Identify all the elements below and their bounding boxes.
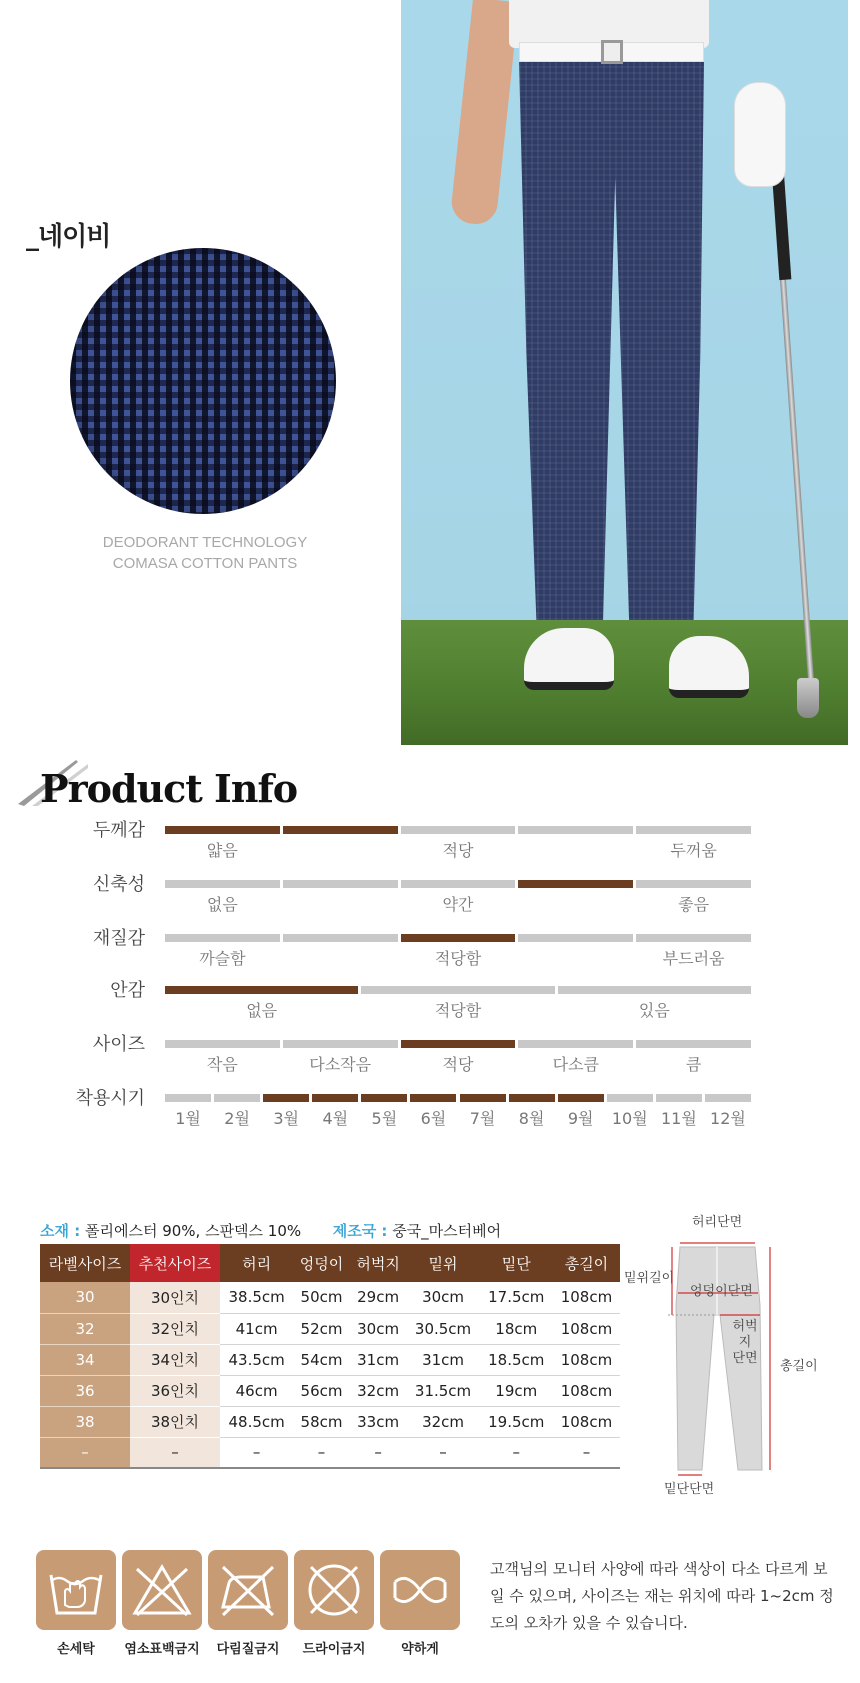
level-bar bbox=[214, 1094, 260, 1102]
level-bar-selected bbox=[165, 986, 358, 994]
table-cell: 56cm bbox=[293, 1375, 350, 1406]
table-row bbox=[40, 1313, 620, 1344]
level-bar-selected bbox=[263, 1094, 309, 1102]
level-option-label: 8월 bbox=[518, 1109, 545, 1128]
table-cell: – bbox=[40, 1437, 130, 1468]
table-cell: 31.5cm bbox=[406, 1375, 479, 1406]
size-table bbox=[40, 1244, 620, 1469]
level-option-label: 없음 bbox=[206, 895, 238, 914]
swatch-caption bbox=[60, 532, 350, 574]
attr-label: 착용시기 bbox=[75, 1088, 145, 1109]
table-cell: 34 bbox=[40, 1344, 130, 1375]
care-label: 염소표백금지 bbox=[124, 1642, 200, 1657]
care-label: 손세탁 bbox=[57, 1642, 95, 1657]
table-cell: 18cm bbox=[480, 1313, 553, 1344]
header-waist: 허리 bbox=[220, 1244, 293, 1282]
golf-glove bbox=[734, 82, 786, 187]
level-bar bbox=[401, 826, 516, 834]
care-item-gentle-wring bbox=[380, 1550, 460, 1657]
level-bar bbox=[165, 934, 280, 942]
level-bar bbox=[165, 1040, 280, 1048]
level-bar bbox=[636, 826, 751, 834]
table-cell: 38인치 bbox=[130, 1406, 220, 1437]
header-recommended-size: 추천사이즈 bbox=[130, 1244, 220, 1282]
level-bar bbox=[636, 1040, 751, 1048]
gentle-wring-icon bbox=[380, 1550, 460, 1630]
level-bar bbox=[558, 986, 751, 994]
level-bar-selected bbox=[509, 1094, 555, 1102]
table-cell: 36인치 bbox=[130, 1375, 220, 1406]
no-dry-clean-icon bbox=[294, 1550, 374, 1630]
level-bar bbox=[518, 934, 633, 942]
level-option-label: 얇음 bbox=[206, 841, 238, 860]
table-cell: 36 bbox=[40, 1375, 130, 1406]
material-key: 소재 : bbox=[40, 1222, 81, 1240]
level-bar bbox=[283, 934, 398, 942]
level-option-label: 9월 bbox=[567, 1109, 594, 1128]
table-cell: 38.5cm bbox=[220, 1282, 293, 1313]
table-cell: 30cm bbox=[350, 1313, 407, 1344]
table-cell: 31cm bbox=[350, 1344, 407, 1375]
table-row bbox=[40, 1282, 620, 1313]
level-option-label: 좋음 bbox=[678, 895, 710, 914]
level-bar-selected bbox=[283, 826, 398, 834]
product-info-title: Product Info bbox=[40, 766, 298, 811]
level-bar bbox=[165, 880, 280, 888]
level-option-label: 1월 bbox=[175, 1109, 201, 1128]
table-cell: 50cm bbox=[293, 1282, 350, 1313]
table-cell: 108cm bbox=[553, 1282, 620, 1313]
table-cell: 18.5cm bbox=[480, 1344, 553, 1375]
level-bar bbox=[401, 880, 516, 888]
hand-wash-icon bbox=[36, 1550, 116, 1630]
level-bar-selected bbox=[312, 1094, 358, 1102]
attr-label: 신축성 bbox=[92, 874, 145, 895]
table-cell: 32cm bbox=[350, 1375, 407, 1406]
origin-value: 중국_마스터베어 bbox=[392, 1222, 502, 1240]
table-cell: 52cm bbox=[293, 1313, 350, 1344]
table-row bbox=[40, 1437, 620, 1468]
table-cell: 29cm bbox=[350, 1282, 407, 1313]
level-option-label: 약간 bbox=[442, 895, 474, 914]
level-bar bbox=[518, 826, 633, 834]
level-option-label: 10월 bbox=[611, 1109, 648, 1128]
level-option-label: 7월 bbox=[469, 1109, 496, 1128]
diagram-waist-label: 허리단면 bbox=[692, 1215, 743, 1230]
level-option-label: 두꺼움 bbox=[670, 841, 717, 860]
level-option-label: 부드러움 bbox=[662, 949, 725, 968]
level-option-label: 5월 bbox=[371, 1109, 398, 1128]
color-name: _네이비 bbox=[26, 222, 111, 252]
notice-text: 고객님의 모니터 사양에 따라 색상이 다소 다르게 보일 수 있으며, 사이즈는 재는 위치에 따라 1~2cm 정도의 오차가 있을 수 있습니다. bbox=[490, 1560, 834, 1632]
level-bar-selected bbox=[165, 826, 280, 834]
attr-label: 안감 bbox=[110, 980, 145, 1001]
table-cell: 32 bbox=[40, 1313, 130, 1344]
level-option-label: 4월 bbox=[322, 1109, 349, 1128]
model-pants bbox=[519, 60, 704, 650]
fabric-swatch bbox=[70, 248, 336, 514]
care-item-hand-wash bbox=[36, 1550, 116, 1657]
level-option-label: 6월 bbox=[420, 1109, 447, 1128]
header-rise: 밑위 bbox=[406, 1244, 479, 1282]
table-cell: 30 bbox=[40, 1282, 130, 1313]
attr-label: 재질감 bbox=[92, 928, 145, 949]
care-label: 다림질금지 bbox=[216, 1642, 280, 1657]
level-option-label: 적당함 bbox=[434, 949, 482, 968]
header-thigh: 허벅지 bbox=[350, 1244, 407, 1282]
diagram-thigh-label: 허벅지 단면 bbox=[732, 1319, 758, 1366]
attr-label: 사이즈 bbox=[92, 1034, 145, 1055]
table-cell: 58cm bbox=[293, 1406, 350, 1437]
diagram-length-label: 총길이 bbox=[780, 1359, 818, 1374]
table-cell: 46cm bbox=[220, 1375, 293, 1406]
table-cell: 30.5cm bbox=[406, 1313, 479, 1344]
level-option-label: 작음 bbox=[206, 1055, 238, 1074]
level-bar bbox=[283, 880, 398, 888]
header-length: 총길이 bbox=[553, 1244, 620, 1282]
table-cell: 41cm bbox=[220, 1313, 293, 1344]
table-row bbox=[40, 1375, 620, 1406]
level-option-label: 큼 bbox=[685, 1055, 702, 1074]
table-cell: 30인치 bbox=[130, 1282, 220, 1313]
level-option-label: 까슬함 bbox=[199, 949, 246, 968]
level-bar-selected bbox=[558, 1094, 604, 1102]
no-bleach-icon bbox=[122, 1550, 202, 1630]
table-row bbox=[40, 1344, 620, 1375]
table-cell: – bbox=[350, 1437, 407, 1468]
care-label: 약하게 bbox=[401, 1642, 439, 1657]
care-label: 드라이금지 bbox=[302, 1642, 366, 1657]
pants-measurement-diagram bbox=[624, 1215, 830, 1497]
table-cell: 108cm bbox=[553, 1406, 620, 1437]
size-table-header bbox=[40, 1244, 620, 1282]
table-cell: 19cm bbox=[480, 1375, 553, 1406]
table-cell: 108cm bbox=[553, 1344, 620, 1375]
table-cell: – bbox=[130, 1437, 220, 1468]
header-hem: 밑단 bbox=[480, 1244, 553, 1282]
table-cell: 32인치 bbox=[130, 1313, 220, 1344]
table-cell: 34인치 bbox=[130, 1344, 220, 1375]
table-cell: 32cm bbox=[406, 1406, 479, 1437]
table-cell: 33cm bbox=[350, 1406, 407, 1437]
level-bar bbox=[607, 1094, 653, 1102]
table-cell: 38 bbox=[40, 1406, 130, 1437]
diagram-hem-label: 밑단단면 bbox=[664, 1482, 715, 1497]
diagram-hip-label: 엉덩이단면 bbox=[690, 1284, 753, 1299]
product-photo bbox=[401, 0, 848, 745]
level-option-label: 2월 bbox=[224, 1109, 250, 1128]
level-bar bbox=[165, 1094, 211, 1102]
level-option-label: 있음 bbox=[638, 1001, 670, 1020]
table-cell: – bbox=[406, 1437, 479, 1468]
attr-label: 두께감 bbox=[92, 820, 145, 841]
care-item-no-iron bbox=[208, 1550, 288, 1657]
level-bar-selected bbox=[361, 1094, 407, 1102]
level-option-label: 3월 bbox=[273, 1109, 300, 1128]
table-row bbox=[40, 1406, 620, 1437]
header-hip: 엉덩이 bbox=[293, 1244, 350, 1282]
table-cell: 108cm bbox=[553, 1375, 620, 1406]
level-bar bbox=[636, 880, 751, 888]
level-bar-selected bbox=[410, 1094, 456, 1102]
table-cell: – bbox=[220, 1437, 293, 1468]
table-cell: 30cm bbox=[406, 1282, 479, 1313]
level-option-label: 적당 bbox=[442, 841, 474, 860]
table-cell: 19.5cm bbox=[480, 1406, 553, 1437]
level-bar bbox=[518, 1040, 633, 1048]
left-shoe bbox=[524, 628, 614, 690]
level-bar-selected bbox=[401, 1040, 516, 1048]
table-cell: 31cm bbox=[406, 1344, 479, 1375]
table-cell: 43.5cm bbox=[220, 1344, 293, 1375]
material-info bbox=[40, 1220, 501, 1241]
level-bar bbox=[705, 1094, 751, 1102]
belt-buckle bbox=[601, 40, 623, 64]
level-option-label: 다소큼 bbox=[552, 1055, 599, 1074]
level-option-label: 12월 bbox=[710, 1109, 746, 1128]
table-cell: – bbox=[293, 1437, 350, 1468]
level-option-label: 다소작음 bbox=[309, 1055, 372, 1074]
no-iron-icon bbox=[208, 1550, 288, 1630]
club-head bbox=[797, 678, 819, 718]
care-item-no-dry-clean bbox=[294, 1550, 374, 1657]
level-bar bbox=[636, 934, 751, 942]
table-cell: – bbox=[553, 1437, 620, 1468]
table-cell: – bbox=[480, 1437, 553, 1468]
care-item-no-bleach bbox=[122, 1550, 202, 1657]
level-bar bbox=[283, 1040, 398, 1048]
swatch-caption-line2: COMASA COTTON PANTS bbox=[112, 555, 298, 572]
diagram-rise-label: 밑위길이 bbox=[624, 1271, 675, 1286]
level-option-label: 적당 bbox=[442, 1055, 474, 1074]
material-value: 폴리에스터 90%, 스판덱스 10% bbox=[84, 1222, 302, 1240]
table-cell: 108cm bbox=[553, 1313, 620, 1344]
level-option-label: 11월 bbox=[660, 1109, 697, 1128]
table-cell: 54cm bbox=[293, 1344, 350, 1375]
header-label-size: 라벨사이즈 bbox=[40, 1244, 130, 1282]
level-option-label: 적당함 bbox=[434, 1001, 482, 1020]
level-bar bbox=[361, 986, 554, 994]
table-cell: 48.5cm bbox=[220, 1406, 293, 1437]
level-bar-selected bbox=[518, 880, 633, 888]
level-bar-selected bbox=[401, 934, 516, 942]
swatch-caption-line1: DEODORANT TECHNOLOGY bbox=[102, 534, 308, 551]
origin-key: 제조국 : bbox=[332, 1222, 388, 1240]
level-bar-selected bbox=[460, 1094, 506, 1102]
grass bbox=[401, 620, 848, 745]
table-cell: 17.5cm bbox=[480, 1282, 553, 1313]
level-bar bbox=[656, 1094, 702, 1102]
level-option-label: 없음 bbox=[246, 1001, 278, 1020]
